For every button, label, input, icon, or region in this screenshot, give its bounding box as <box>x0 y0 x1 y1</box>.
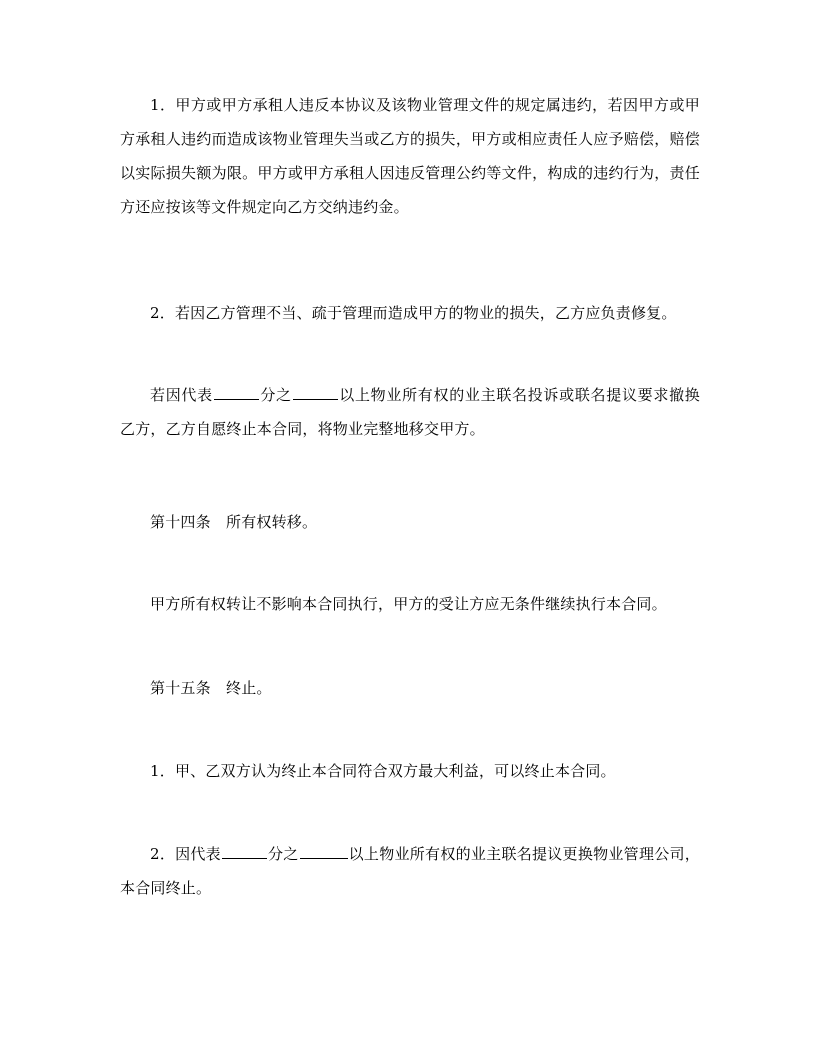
clause-paragraph-mutual-termination: 1．甲、乙双方认为终止本合同符合双方最大利益，可以终止本合同。 <box>150 762 616 780</box>
article-15-heading: 第十五条 终止。 <box>150 679 272 697</box>
text-segment: 分之 <box>267 845 299 863</box>
blank-fill-line <box>222 857 267 859</box>
text-segment: 以上物业所有权的业主联名提议更换物业管理公司，本合同终止。 <box>120 845 700 897</box>
blank-fill-line <box>214 398 259 400</box>
clause-paragraph-ownership-transfer: 甲方所有权转让不影响本合同执行，甲方的受让方应无条件继续执行本合同。 <box>150 595 667 613</box>
clause-paragraph-owner-termination <box>120 837 700 905</box>
text-segment: 2．因代表 <box>150 845 221 863</box>
text-segment: 若因代表 <box>150 386 213 404</box>
text-segment: 分之 <box>259 386 292 404</box>
clause-paragraph-breach-party-b: 2．若因乙方管理不当、疏于管理而造成甲方的物业的损失，乙方应负责修复。 <box>150 304 677 322</box>
article-14-heading: 第十四条 所有权转移。 <box>150 513 318 531</box>
blank-fill-line <box>293 398 338 400</box>
blank-fill-line <box>300 857 348 859</box>
clause-paragraph-owner-complaint <box>120 378 700 446</box>
text-segment: 以上物业所有权的业主联名投诉或联名提议要求撤换乙方，乙方自愿终止本合同，将物业完整地移交甲方。 <box>120 386 700 438</box>
clause-paragraph-breach-party-a: 1．甲方或甲方承租人违反本协议及该物业管理文件的规定属违约，若因甲方或甲方承租人违约而造成该物业管理失当或乙方的损失，甲方或相应责任人应予赔偿，赔偿以实际损失额为限。甲方或甲方承租人因违反管理公约等文件，构成的违约行为，责任方还应按该等文件规定向乙方交纳违约金。 <box>120 96 700 216</box>
